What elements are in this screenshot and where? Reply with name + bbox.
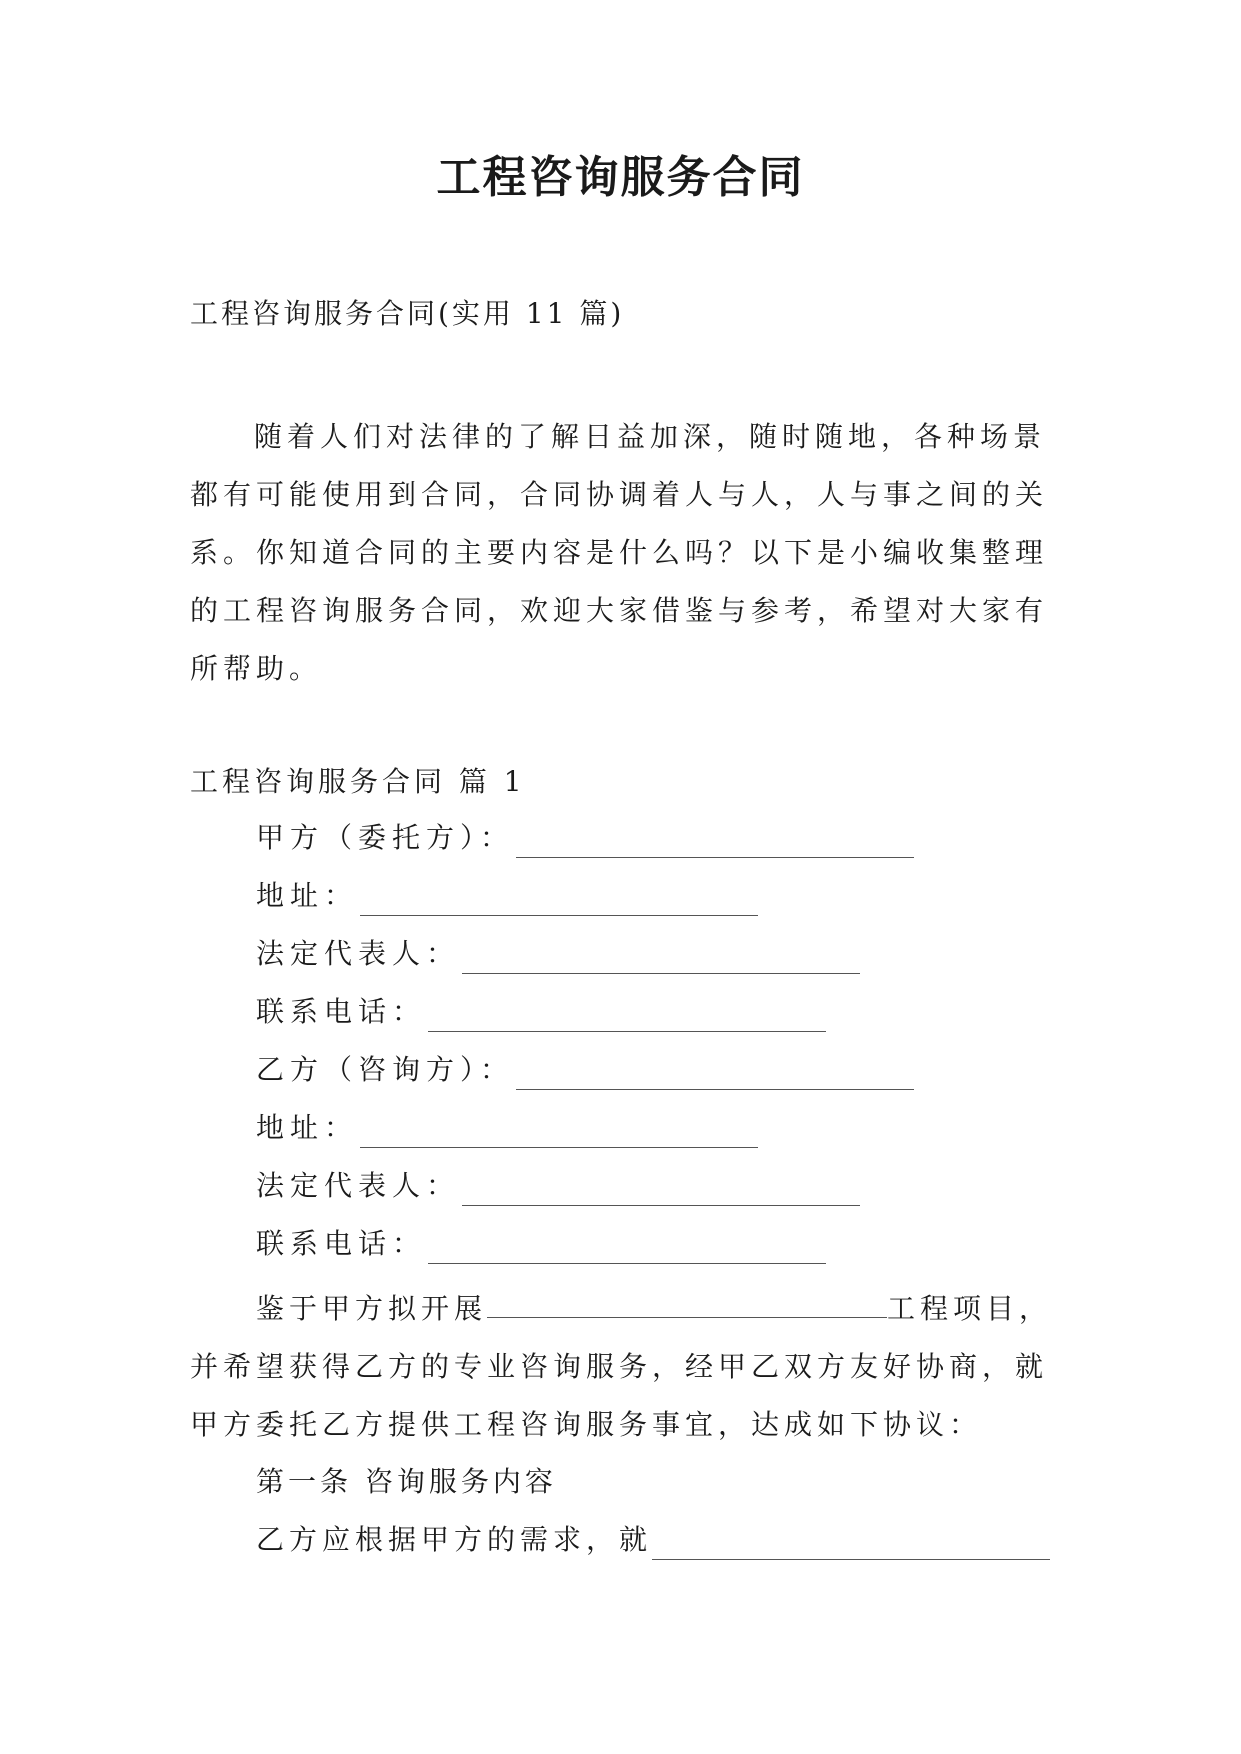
agreement-suffix: 工程项目， (887, 1292, 1053, 1325)
party-b-rep-field (256, 1166, 860, 1206)
intro-line: 所帮助。 (190, 652, 323, 685)
party-a-address-field (256, 876, 758, 916)
intro-line: 都有可能使用到合同，合同协调着人与人，人与事之间的关 (190, 478, 1049, 511)
intro-line: 系。你知道合同的主要内容是什么吗？以下是小编收集整理 (190, 536, 1049, 569)
party-a-address-label: 地址： (256, 879, 359, 912)
party-a-rep-blank (462, 943, 860, 974)
party-a-rep-field (256, 934, 860, 974)
party-a-blank (516, 827, 914, 858)
party-b-phone-label: 联系电话： (256, 1227, 427, 1260)
section-title: 工程咨询服务合同 篇 1 (190, 765, 526, 798)
agreement-paragraph (190, 1280, 1080, 1454)
article-1-line (256, 1520, 1050, 1560)
party-a-phone-label: 联系电话： (256, 995, 427, 1028)
agreement-line-3: 甲方委托乙方提供工程咨询服务事宜，达成如下协议： (190, 1408, 983, 1441)
agreement-line-2: 并希望获得乙方的专业咨询服务，经甲乙双方友好协商，就 (190, 1350, 1049, 1383)
document-title: 工程咨询服务合同 (436, 152, 805, 203)
intro-line: 的工程咨询服务合同，欢迎大家借鉴与参考，希望对大家有 (190, 594, 1049, 627)
party-a-address-blank (360, 885, 758, 916)
agreement-line-1 (190, 1280, 1080, 1338)
party-b-address-label: 地址： (256, 1111, 359, 1144)
party-b-label: 乙方（咨询方）： (256, 1053, 515, 1086)
party-b-phone-field (256, 1224, 826, 1264)
agreement-prefix: 鉴于甲方拟开展 (256, 1292, 488, 1325)
party-b-address-field (256, 1108, 758, 1148)
article-1-blank (652, 1529, 1050, 1560)
party-b-blank (516, 1059, 914, 1090)
intro-line: 随着人们对法律的了解日益加深，随时随地，各种场景 (254, 420, 1047, 453)
party-b-rep-blank (462, 1175, 860, 1206)
party-b-rep-label: 法定代表人： (256, 1169, 461, 1202)
document-subtitle: 工程咨询服务合同(实用 11 篇) (190, 297, 625, 330)
project-blank (487, 1287, 887, 1318)
party-a-phone-blank (428, 1001, 826, 1032)
party-b-phone-blank (428, 1233, 826, 1264)
party-a-label: 甲方（委托方）： (256, 821, 515, 854)
party-b-address-blank (360, 1117, 758, 1148)
article-1-title: 第一条 咨询服务内容 (256, 1465, 557, 1498)
party-a-rep-label: 法定代表人： (256, 937, 461, 970)
article-1-prefix: 乙方应根据甲方的需求，就 (256, 1523, 653, 1556)
party-a-phone-field (256, 992, 826, 1032)
party-a-field (256, 818, 914, 858)
intro-paragraph (190, 408, 1060, 698)
party-b-field (256, 1050, 914, 1090)
